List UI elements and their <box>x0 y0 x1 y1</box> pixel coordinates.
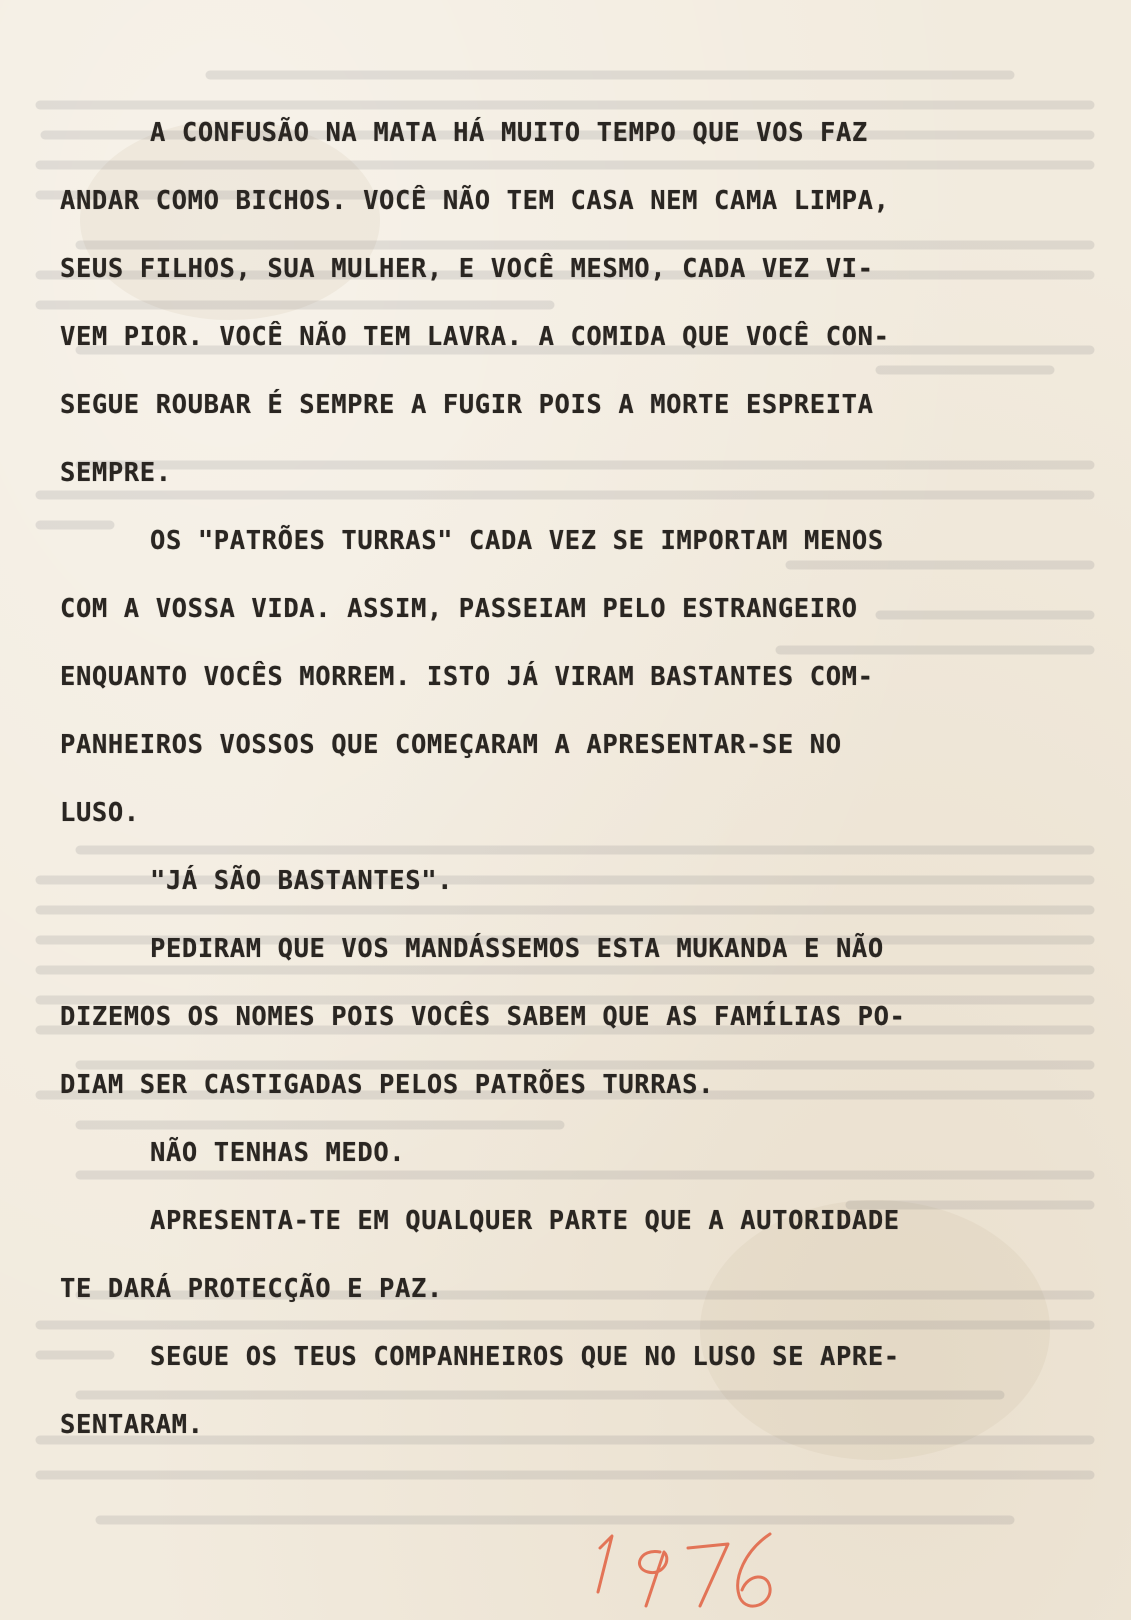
text-line: OS "PATRÕES TURRAS" CADA VEZ SE IMPORTAM MENOS <box>150 526 884 556</box>
text-line: NÃO TENHAS MEDO. <box>150 1138 406 1168</box>
text-line: DIAM SER CASTIGADAS PELOS PATRÕES TURRAS. <box>60 1070 715 1100</box>
text-line: A CONFUSÃO NA MATA HÁ MUITO TEMPO QUE VOS FAZ <box>150 118 868 148</box>
text-line: SEGUE OS TEUS COMPANHEIROS QUE NO LUSO SE APRE- <box>150 1342 900 1372</box>
text-line: SEUS FILHOS, SUA MULHER, E VOCÊ MESMO, CADA VEZ VI- <box>60 254 874 284</box>
text-line: VEM PIOR. VOCÊ NÃO TEM LAVRA. A COMIDA QUE VOCÊ CON- <box>60 322 890 352</box>
text-line: TE DARÁ PROTECÇÃO E PAZ. <box>60 1274 443 1304</box>
text-line: ENQUANTO VOCÊS MORREM. ISTO JÁ VIRAM BASTANTES COM- <box>60 662 874 692</box>
text-line: SENTARAM. <box>60 1410 204 1440</box>
text-line: LUSO. <box>60 798 140 828</box>
text-line: DIZEMOS OS NOMES POIS VOCÊS SABEM QUE AS FAMÍLIAS PO- <box>60 1002 906 1032</box>
text-line: SEGUE ROUBAR É SEMPRE A FUGIR POIS A MORTE ESPREITA <box>60 390 874 420</box>
text-line: COM A VOSSA VIDA. ASSIM, PASSEIAM PELO ESTRANGEIRO <box>60 594 858 624</box>
text-line: "JÁ SÃO BASTANTES". <box>150 866 454 896</box>
text-line: SEMPRE. <box>60 458 172 488</box>
text-line: PANHEIROS VOSSOS QUE COMEÇARAM A APRESENTAR-SE NO <box>60 730 842 760</box>
text-line: APRESENTA-TE EM QUALQUER PARTE QUE A AUTORIDADE <box>150 1206 900 1236</box>
text-line: PEDIRAM QUE VOS MANDÁSSEMOS ESTA MUKANDA E NÃO <box>150 934 884 964</box>
text-line: ANDAR COMO BICHOS. VOCÊ NÃO TEM CASA NEM CAMA LIMPA, <box>60 186 890 216</box>
